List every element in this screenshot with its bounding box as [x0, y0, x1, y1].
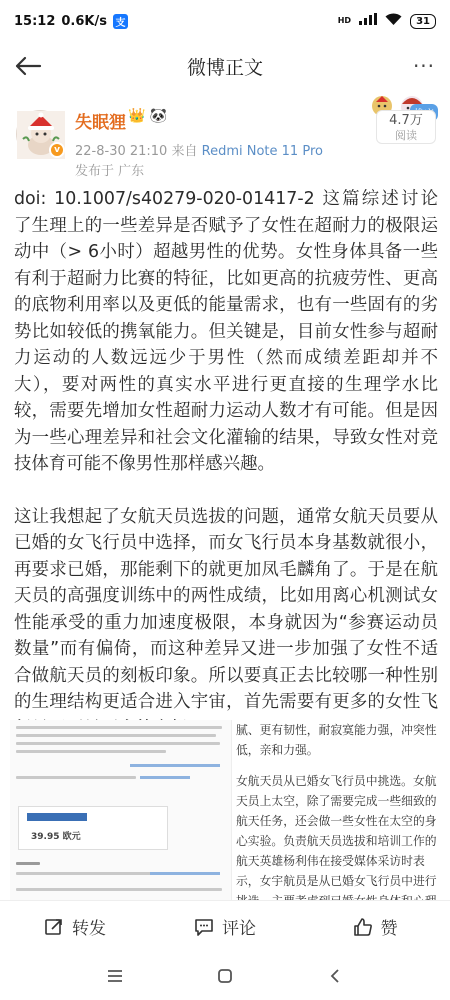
image-article-text	[236, 720, 450, 900]
like-label: 赞	[380, 919, 398, 939]
like-button[interactable]	[300, 901, 450, 952]
repost-button[interactable]	[0, 901, 150, 952]
image-article-page	[10, 720, 232, 900]
repost-label: 转发	[72, 919, 106, 939]
read-label: 阅读	[395, 129, 417, 142]
back-button[interactable]	[10, 48, 46, 84]
repost-icon	[44, 917, 64, 937]
post-meta	[75, 140, 323, 159]
verified-badge: v	[49, 142, 65, 158]
post-paragraph-2: 这让我想起了女航天员选拔的问题，通常女航天员要从已婚的女飞行员中选择，而女飞行员本身基数就很小，再要求已婚，那能剩下的就更加凤毛麟角了。于是在航天员的高强度训练中的两性成绩，比如用离心机测试女性能承受的重力加速度极限，本身就因为“参赛运动员数量”而有偏倚，而这种差异又进一步加强了女性不适合做航天员的刻板印象。所以要真正去比较哪一种性别的生理结构更适合进入宇宙，首先需要有更多的女性飞	[14, 506, 438, 712]
post-body	[14, 186, 438, 768]
panda-icon: 🐼	[149, 108, 167, 124]
image-text-1: 腻、更有韧性，耐寂寞能力强，冲突性低，亲和力强。	[236, 723, 437, 757]
action-bar	[0, 900, 450, 952]
network-label: HD	[337, 16, 352, 25]
system-back-icon[interactable]	[315, 956, 355, 996]
home-icon[interactable]	[205, 956, 245, 996]
wifi-icon	[385, 13, 402, 30]
read-count: 4.7万	[389, 113, 423, 128]
status-speed: 0.6K/s	[61, 13, 107, 29]
signal-icon	[359, 13, 377, 29]
post-image[interactable]	[10, 720, 450, 900]
image-text-2: 女航天员从已婚女飞行员中挑选。女航天员上太空，除了需要完成一些细致的航天任务，还会做一些女性在太空的身心实验。负责航天员选拔和培训工作的航天英雄杨利伟在接受媒体采访时表示，女宇航员是从已婚女飞行员中进行	[236, 774, 437, 888]
author-badges	[128, 108, 167, 124]
arrow-left-icon	[14, 56, 42, 76]
post-paragraph-1: doi: 10.1007/s40279-020-01417-2 这篇综述讨论了生理上的一些差异是否赋予了女性在超耐力的极限运动中（> 6小时）超越男性的优势。女性身体具备一些有利于超耐力比赛的特征，比如更高的抗疲劳性、更高的底物利用率以及更低的能量需求，也有一些固有的劣势比如较低的携氧能力。但关键是，目前女性参与超耐力运动的人数远远少于男性（然而成绩差距却并不大），要对两性的真实水平进行更直接的生理学水比较，需要先增加女性超耐力运动人数才有可能。但是因为一些心理差异和社会文化灌输的结果，导致女性对竞技体育可能不像男性那样感兴趣。	[14, 189, 438, 474]
image-price-card	[18, 806, 168, 850]
post-date: 22-8-30 21:10	[75, 144, 168, 159]
post-location: 发布于 广东	[75, 164, 145, 179]
author-name[interactable]: 失眠狸	[75, 113, 126, 133]
status-time: 15:12	[14, 13, 56, 29]
page-title: 微博正文	[186, 56, 263, 79]
system-nav-bar	[0, 952, 450, 1000]
menu-icon[interactable]	[95, 956, 135, 996]
post-device[interactable]: Redmi Note 11 Pro	[201, 144, 323, 159]
comment-label: 评论	[222, 919, 256, 939]
image-price: 39.95 欧元	[31, 832, 81, 842]
more-button[interactable]: ···	[412, 54, 436, 78]
read-count-box	[376, 110, 436, 144]
thumbs-up-icon	[353, 917, 373, 937]
from-prefix: 来自	[171, 144, 198, 159]
nav-bar	[0, 42, 450, 90]
battery-indicator: 31	[410, 14, 436, 29]
status-bar	[0, 0, 450, 42]
comment-icon	[194, 917, 214, 937]
comment-button[interactable]	[150, 901, 300, 952]
alipay-icon: 支	[113, 14, 128, 29]
crown-icon: 👑	[128, 108, 146, 124]
